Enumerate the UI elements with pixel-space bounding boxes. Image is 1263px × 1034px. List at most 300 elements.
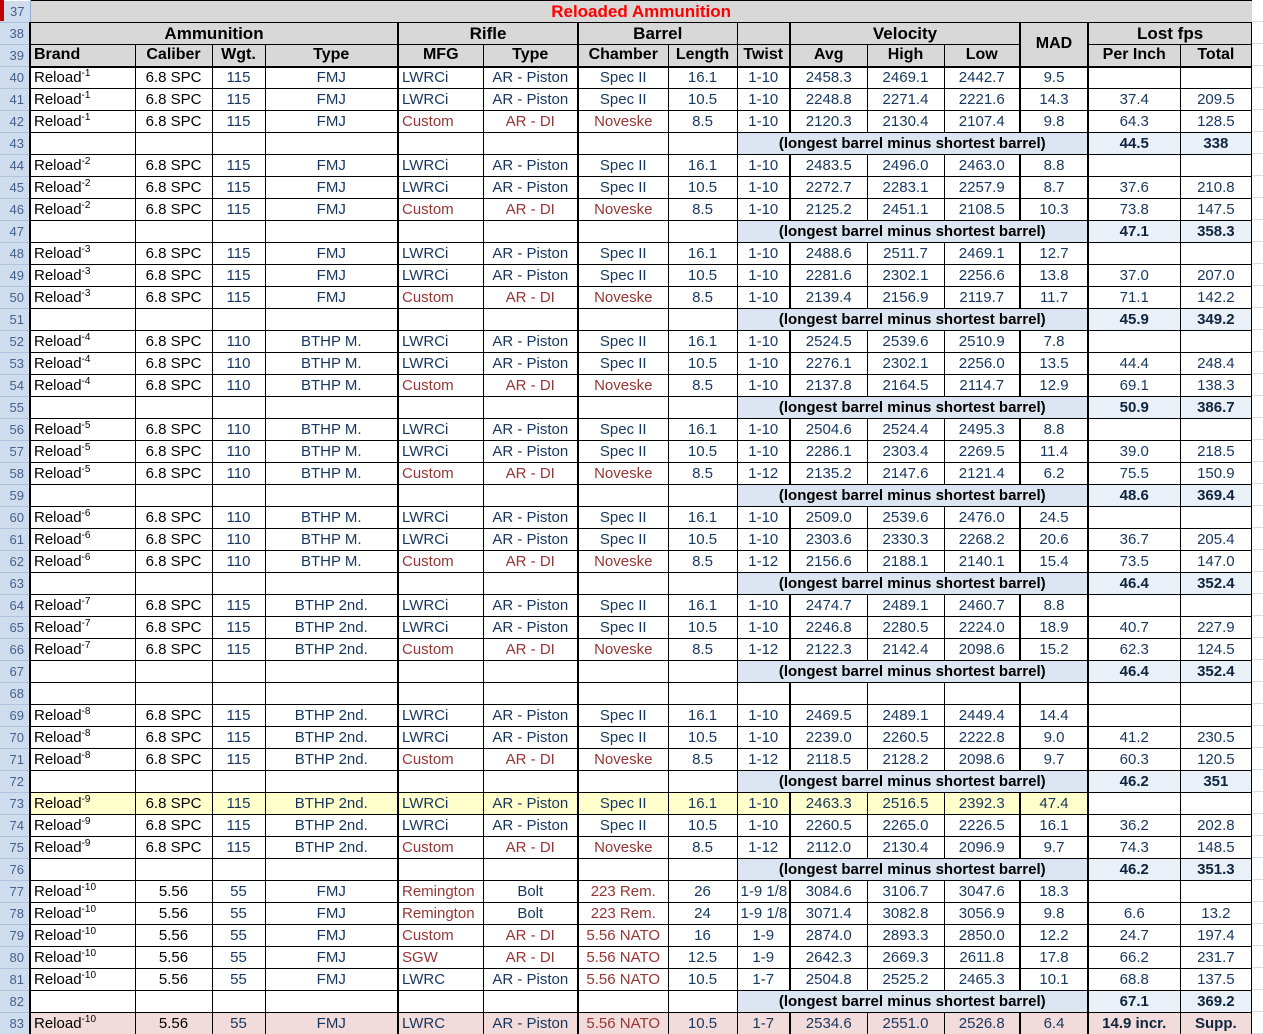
cell-rifle-mfg[interactable]: Remington	[398, 881, 483, 903]
cell-velocity-high[interactable]: 3106.7	[867, 881, 944, 903]
row-number[interactable]: 69	[0, 705, 30, 727]
cell-mad[interactable]: 12.7	[1020, 243, 1088, 265]
summary-lost-per-inch[interactable]: 67.1	[1088, 991, 1180, 1013]
cell-velocity-low[interactable]: 2121.4	[944, 463, 1020, 485]
cell-lost-total[interactable]: 138.3	[1180, 375, 1252, 397]
cell-lost-total[interactable]: 202.8	[1180, 815, 1252, 837]
cell-mad[interactable]: 18.3	[1020, 881, 1088, 903]
cell-chamber[interactable]: Noveske	[578, 837, 668, 859]
cell-ammo-type[interactable]: FMJ	[265, 67, 398, 89]
cell-rifle-mfg[interactable]: Custom	[398, 837, 483, 859]
cell-twist[interactable]: 1-10	[737, 617, 790, 639]
cell-velocity-avg[interactable]: 2504.6	[790, 419, 867, 441]
cell-rifle-type[interactable]: AR - Piston	[483, 441, 578, 463]
row-number[interactable]: 77	[0, 881, 30, 903]
cell-chamber[interactable]: Spec II	[578, 67, 668, 89]
summary-lost-total[interactable]: 349.2	[1180, 309, 1252, 331]
cell-lost-total[interactable]: 147.0	[1180, 551, 1252, 573]
cell-lost-per-inch[interactable]: 36.7	[1088, 529, 1180, 551]
summary-lost-per-inch[interactable]: 47.1	[1088, 221, 1180, 243]
empty-cell[interactable]	[30, 859, 135, 881]
empty-cell[interactable]	[578, 573, 668, 595]
cell-barrel-length[interactable]: 12.5	[668, 947, 737, 969]
cell-velocity-low[interactable]: 2269.5	[944, 441, 1020, 463]
cell-rifle-type[interactable]: AR - Piston	[483, 67, 578, 89]
cell-velocity-avg[interactable]: 2120.3	[790, 111, 867, 133]
cell-velocity-low[interactable]: 2460.7	[944, 595, 1020, 617]
cell-wgt[interactable]: 115	[212, 265, 265, 287]
cell-velocity-high[interactable]: 2551.0	[867, 1013, 944, 1034]
cell-ammo-type[interactable]: BTHP 2nd.	[265, 617, 398, 639]
cell-mad[interactable]: 9.7	[1020, 837, 1088, 859]
cell-lost-total[interactable]	[1180, 331, 1252, 353]
cell-velocity-high[interactable]: 2283.1	[867, 177, 944, 199]
row-number[interactable]: 47	[0, 221, 30, 243]
cell-rifle-mfg[interactable]: Custom	[398, 463, 483, 485]
cell-twist[interactable]: 1-10	[737, 529, 790, 551]
cell-rifle-type[interactable]: AR - DI	[483, 375, 578, 397]
empty-cell[interactable]	[668, 133, 737, 155]
cell-brand[interactable]: Reload$^{-1}$	[30, 67, 135, 89]
empty-cell[interactable]	[668, 991, 737, 1013]
cell-wgt[interactable]: 110	[212, 375, 265, 397]
empty-cell[interactable]	[30, 661, 135, 683]
cell-velocity-high[interactable]: 2302.1	[867, 353, 944, 375]
cell-brand[interactable]: Reload$^{-10}$	[30, 969, 135, 991]
column-header-high[interactable]: High	[867, 45, 944, 67]
empty-cell[interactable]	[483, 485, 578, 507]
cell-rifle-type[interactable]: AR - Piston	[483, 815, 578, 837]
cell-brand[interactable]: Reload$^{-5}$	[30, 419, 135, 441]
cell-ammo-type[interactable]: FMJ	[265, 111, 398, 133]
group-header-mad[interactable]: MAD	[1020, 23, 1088, 67]
column-header-rifle-type[interactable]: Type	[483, 45, 578, 67]
cell-lost-per-inch[interactable]: 66.2	[1088, 947, 1180, 969]
cell-velocity-high[interactable]: 2539.6	[867, 507, 944, 529]
empty-cell[interactable]	[30, 221, 135, 243]
empty-cell[interactable]	[668, 683, 737, 705]
row-number[interactable]: 71	[0, 749, 30, 771]
row-number[interactable]: 82	[0, 991, 30, 1013]
cell-wgt[interactable]: 55	[212, 925, 265, 947]
cell-velocity-high[interactable]: 2539.6	[867, 331, 944, 353]
cell-caliber[interactable]: 6.8 SPC	[135, 419, 212, 441]
row-number[interactable]: 55	[0, 397, 30, 419]
cell-twist[interactable]: 1-10	[737, 595, 790, 617]
cell-velocity-avg[interactable]: 2125.2	[790, 199, 867, 221]
cell-chamber[interactable]: Spec II	[578, 243, 668, 265]
cell-wgt[interactable]: 55	[212, 881, 265, 903]
column-header-avg[interactable]: Avg	[790, 45, 867, 67]
row-number[interactable]: 62	[0, 551, 30, 573]
cell-brand[interactable]: Reload$^{-6}$	[30, 507, 135, 529]
cell-rifle-mfg[interactable]: LWRCi	[398, 353, 483, 375]
cell-mad[interactable]: 16.1	[1020, 815, 1088, 837]
cell-rifle-type[interactable]: AR - DI	[483, 463, 578, 485]
cell-velocity-avg[interactable]: 2272.7	[790, 177, 867, 199]
cell-twist[interactable]: 1-10	[737, 67, 790, 89]
cell-barrel-length[interactable]: 8.5	[668, 199, 737, 221]
cell-velocity-low[interactable]: 2268.2	[944, 529, 1020, 551]
cell-lost-per-inch[interactable]	[1088, 705, 1180, 727]
row-number[interactable]: 38	[0, 23, 30, 45]
cell-barrel-length[interactable]: 8.5	[668, 463, 737, 485]
cell-rifle-mfg[interactable]: Custom	[398, 749, 483, 771]
cell-brand[interactable]: Reload$^{-6}$	[30, 529, 135, 551]
column-header-total[interactable]: Total	[1180, 45, 1252, 67]
column-header-chamber[interactable]: Chamber	[578, 45, 668, 67]
cell-rifle-mfg[interactable]: LWRCi	[398, 265, 483, 287]
cell-velocity-high[interactable]: 2147.6	[867, 463, 944, 485]
empty-cell[interactable]	[578, 309, 668, 331]
cell-barrel-length[interactable]: 10.5	[668, 815, 737, 837]
empty-cell[interactable]	[265, 485, 398, 507]
cell-barrel-length[interactable]: 10.5	[668, 177, 737, 199]
cell-velocity-high[interactable]: 2516.5	[867, 793, 944, 815]
cell-lost-total[interactable]	[1180, 881, 1252, 903]
empty-cell[interactable]	[737, 683, 790, 705]
cell-velocity-avg[interactable]: 2248.8	[790, 89, 867, 111]
cell-wgt[interactable]: 115	[212, 749, 265, 771]
cell-mad[interactable]: 47.4	[1020, 793, 1088, 815]
cell-rifle-mfg[interactable]: LWRC	[398, 1013, 483, 1034]
cell-mad[interactable]: 9.8	[1020, 903, 1088, 925]
cell-lost-per-inch[interactable]: 37.4	[1088, 89, 1180, 111]
cell-wgt[interactable]: 110	[212, 353, 265, 375]
cell-lost-per-inch[interactable]: 36.2	[1088, 815, 1180, 837]
cell-barrel-length[interactable]: 16.1	[668, 331, 737, 353]
cell-ammo-type[interactable]: FMJ	[265, 177, 398, 199]
cell-lost-per-inch[interactable]: 37.6	[1088, 177, 1180, 199]
cell-ammo-type[interactable]: FMJ	[265, 243, 398, 265]
cell-wgt[interactable]: 55	[212, 1013, 265, 1034]
cell-lost-total[interactable]: 147.5	[1180, 199, 1252, 221]
cell-barrel-length[interactable]: 10.5	[668, 1013, 737, 1034]
cell-barrel-length[interactable]: 16.1	[668, 793, 737, 815]
cell-barrel-length[interactable]: 16.1	[668, 705, 737, 727]
cell-chamber[interactable]: Noveske	[578, 551, 668, 573]
empty-cell[interactable]	[135, 661, 212, 683]
cell-rifle-mfg[interactable]: LWRCi	[398, 243, 483, 265]
cell-velocity-high[interactable]: 2156.9	[867, 287, 944, 309]
cell-wgt[interactable]: 55	[212, 969, 265, 991]
cell-lost-total[interactable]: 137.5	[1180, 969, 1252, 991]
cell-caliber[interactable]: 6.8 SPC	[135, 507, 212, 529]
cell-velocity-low[interactable]: 2108.5	[944, 199, 1020, 221]
cell-velocity-high[interactable]: 2330.3	[867, 529, 944, 551]
row-number[interactable]: 37	[0, 1, 30, 23]
cell-caliber[interactable]: 5.56	[135, 947, 212, 969]
empty-cell[interactable]	[483, 221, 578, 243]
cell-lost-per-inch[interactable]: 68.8	[1088, 969, 1180, 991]
cell-brand[interactable]: Reload$^{-9}$	[30, 815, 135, 837]
cell-chamber[interactable]: Spec II	[578, 177, 668, 199]
cell-velocity-avg[interactable]: 2122.3	[790, 639, 867, 661]
cell-lost-total[interactable]	[1180, 595, 1252, 617]
cell-mad[interactable]: 14.4	[1020, 705, 1088, 727]
cell-lost-per-inch[interactable]: 75.5	[1088, 463, 1180, 485]
empty-cell[interactable]	[398, 309, 483, 331]
cell-velocity-avg[interactable]: 2139.4	[790, 287, 867, 309]
cell-brand[interactable]: Reload$^{-8}$	[30, 727, 135, 749]
cell-wgt[interactable]: 115	[212, 595, 265, 617]
cell-velocity-low[interactable]: 2222.8	[944, 727, 1020, 749]
cell-wgt[interactable]: 110	[212, 331, 265, 353]
cell-rifle-type[interactable]: AR - DI	[483, 749, 578, 771]
cell-ammo-type[interactable]: BTHP M.	[265, 463, 398, 485]
cell-lost-per-inch[interactable]: 37.0	[1088, 265, 1180, 287]
cell-mad[interactable]: 8.8	[1020, 419, 1088, 441]
cell-ammo-type[interactable]: FMJ	[265, 1013, 398, 1034]
summary-label[interactable]: (longest barrel minus shortest barrel)	[737, 133, 1088, 155]
row-number[interactable]: 50	[0, 287, 30, 309]
empty-cell[interactable]	[578, 485, 668, 507]
empty-cell[interactable]	[578, 397, 668, 419]
cell-barrel-length[interactable]: 16.1	[668, 155, 737, 177]
row-number[interactable]: 70	[0, 727, 30, 749]
cell-chamber[interactable]: Noveske	[578, 199, 668, 221]
cell-caliber[interactable]: 6.8 SPC	[135, 265, 212, 287]
cell-barrel-length[interactable]: 8.5	[668, 375, 737, 397]
empty-cell[interactable]	[578, 991, 668, 1013]
cell-caliber[interactable]: 5.56	[135, 925, 212, 947]
cell-rifle-type[interactable]: Bolt	[483, 903, 578, 925]
cell-velocity-avg[interactable]: 2156.6	[790, 551, 867, 573]
empty-cell[interactable]	[483, 683, 578, 705]
cell-twist[interactable]: 1-9 1/8	[737, 881, 790, 903]
cell-rifle-type[interactable]: AR - Piston	[483, 727, 578, 749]
cell-twist[interactable]: 1-10	[737, 199, 790, 221]
cell-rifle-mfg[interactable]: Custom	[398, 925, 483, 947]
cell-wgt[interactable]: 115	[212, 617, 265, 639]
empty-cell[interactable]	[212, 991, 265, 1013]
cell-chamber[interactable]: 5.56 NATO	[578, 1013, 668, 1034]
cell-mad[interactable]: 11.4	[1020, 441, 1088, 463]
summary-lost-per-inch[interactable]: 46.4	[1088, 573, 1180, 595]
cell-rifle-type[interactable]: AR - Piston	[483, 595, 578, 617]
empty-cell[interactable]	[135, 991, 212, 1013]
cell-brand[interactable]: Reload$^{-2}$	[30, 199, 135, 221]
empty-cell[interactable]	[265, 573, 398, 595]
cell-lost-per-inch[interactable]: 73.5	[1088, 551, 1180, 573]
cell-chamber[interactable]: Spec II	[578, 529, 668, 551]
cell-wgt[interactable]: 115	[212, 67, 265, 89]
cell-barrel-length[interactable]: 16.1	[668, 243, 737, 265]
cell-wgt[interactable]: 115	[212, 639, 265, 661]
cell-chamber[interactable]: Spec II	[578, 353, 668, 375]
cell-rifle-type[interactable]: AR - Piston	[483, 793, 578, 815]
cell-caliber[interactable]: 6.8 SPC	[135, 727, 212, 749]
cell-twist[interactable]: 1-9	[737, 947, 790, 969]
cell-brand[interactable]: Reload$^{-4}$	[30, 375, 135, 397]
cell-velocity-high[interactable]: 2303.4	[867, 441, 944, 463]
cell-ammo-type[interactable]: BTHP M.	[265, 331, 398, 353]
cell-caliber[interactable]: 6.8 SPC	[135, 705, 212, 727]
cell-caliber[interactable]: 6.8 SPC	[135, 331, 212, 353]
cell-ammo-type[interactable]: FMJ	[265, 925, 398, 947]
cell-mad[interactable]: 10.3	[1020, 199, 1088, 221]
empty-cell[interactable]	[1180, 683, 1252, 705]
cell-lost-total[interactable]: 142.2	[1180, 287, 1252, 309]
column-header-brand[interactable]: Brand	[30, 45, 135, 67]
empty-cell[interactable]	[265, 133, 398, 155]
cell-chamber[interactable]: Spec II	[578, 331, 668, 353]
cell-barrel-length[interactable]: 10.5	[668, 617, 737, 639]
empty-cell[interactable]	[1088, 683, 1180, 705]
cell-rifle-mfg[interactable]: Custom	[398, 111, 483, 133]
cell-wgt[interactable]: 55	[212, 947, 265, 969]
cell-brand[interactable]: Reload$^{-3}$	[30, 265, 135, 287]
cell-lost-per-inch[interactable]: 44.4	[1088, 353, 1180, 375]
cell-velocity-high[interactable]: 2489.1	[867, 705, 944, 727]
empty-cell[interactable]	[398, 661, 483, 683]
cell-velocity-low[interactable]: 2226.5	[944, 815, 1020, 837]
cell-rifle-mfg[interactable]: LWRCi	[398, 507, 483, 529]
empty-cell[interactable]	[212, 573, 265, 595]
cell-wgt[interactable]: 115	[212, 89, 265, 111]
empty-cell[interactable]	[483, 859, 578, 881]
row-number[interactable]: 51	[0, 309, 30, 331]
cell-twist[interactable]: 1-12	[737, 639, 790, 661]
cell-velocity-high[interactable]: 2451.1	[867, 199, 944, 221]
row-number[interactable]: 53	[0, 353, 30, 375]
cell-mad[interactable]: 12.2	[1020, 925, 1088, 947]
cell-caliber[interactable]: 5.56	[135, 881, 212, 903]
row-number[interactable]: 65	[0, 617, 30, 639]
empty-cell[interactable]	[30, 309, 135, 331]
summary-lost-total[interactable]: 352.4	[1180, 573, 1252, 595]
cell-brand[interactable]: Reload$^{-3}$	[30, 243, 135, 265]
cell-caliber[interactable]: 5.56	[135, 969, 212, 991]
empty-cell[interactable]	[265, 221, 398, 243]
cell-rifle-type[interactable]: AR - Piston	[483, 507, 578, 529]
column-header-ammo-type[interactable]: Type	[265, 45, 398, 67]
cell-wgt[interactable]: 110	[212, 419, 265, 441]
cell-chamber[interactable]: Spec II	[578, 419, 668, 441]
group-header-ammunition[interactable]: Ammunition	[30, 23, 398, 45]
cell-barrel-length[interactable]: 10.5	[668, 265, 737, 287]
summary-lost-per-inch[interactable]: 44.5	[1088, 133, 1180, 155]
cell-chamber[interactable]: 223 Rem.	[578, 903, 668, 925]
cell-barrel-length[interactable]: 24	[668, 903, 737, 925]
summary-label[interactable]: (longest barrel minus shortest barrel)	[737, 309, 1088, 331]
cell-rifle-type[interactable]: AR - Piston	[483, 331, 578, 353]
cell-brand[interactable]: Reload$^{-7}$	[30, 617, 135, 639]
cell-barrel-length[interactable]: 8.5	[668, 639, 737, 661]
cell-lost-per-inch[interactable]: 14.9 incr.	[1088, 1013, 1180, 1034]
cell-lost-total[interactable]	[1180, 705, 1252, 727]
cell-caliber[interactable]: 5.56	[135, 903, 212, 925]
cell-velocity-high[interactable]: 2130.4	[867, 111, 944, 133]
row-number[interactable]: 60	[0, 507, 30, 529]
summary-lost-total[interactable]: 351.3	[1180, 859, 1252, 881]
summary-label[interactable]: (longest barrel minus shortest barrel)	[737, 991, 1088, 1013]
empty-cell[interactable]	[135, 397, 212, 419]
empty-cell[interactable]	[668, 397, 737, 419]
cell-lost-total[interactable]: 209.5	[1180, 89, 1252, 111]
cell-rifle-mfg[interactable]: LWRCi	[398, 705, 483, 727]
cell-velocity-high[interactable]: 2188.1	[867, 551, 944, 573]
column-header-low[interactable]: Low	[944, 45, 1020, 67]
cell-velocity-low[interactable]: 2114.7	[944, 375, 1020, 397]
cell-velocity-high[interactable]: 2260.5	[867, 727, 944, 749]
summary-label[interactable]: (longest barrel minus shortest barrel)	[737, 573, 1088, 595]
cell-velocity-low[interactable]: 3056.9	[944, 903, 1020, 925]
column-header-caliber[interactable]: Caliber	[135, 45, 212, 67]
cell-ammo-type[interactable]: FMJ	[265, 155, 398, 177]
column-header-wgt[interactable]: Wgt.	[212, 45, 265, 67]
cell-ammo-type[interactable]: BTHP M.	[265, 529, 398, 551]
cell-barrel-length[interactable]: 16.1	[668, 67, 737, 89]
cell-lost-total[interactable]: 227.9	[1180, 617, 1252, 639]
cell-chamber[interactable]: Spec II	[578, 617, 668, 639]
cell-lost-per-inch[interactable]: 40.7	[1088, 617, 1180, 639]
cell-velocity-avg[interactable]: 2260.5	[790, 815, 867, 837]
cell-caliber[interactable]: 6.8 SPC	[135, 89, 212, 111]
cell-velocity-high[interactable]: 2302.1	[867, 265, 944, 287]
cell-wgt[interactable]: 110	[212, 507, 265, 529]
cell-lost-per-inch[interactable]: 6.6	[1088, 903, 1180, 925]
cell-velocity-high[interactable]: 2128.2	[867, 749, 944, 771]
cell-velocity-low[interactable]: 3047.6	[944, 881, 1020, 903]
empty-cell[interactable]	[135, 221, 212, 243]
empty-cell[interactable]	[30, 133, 135, 155]
cell-lost-total[interactable]: 207.0	[1180, 265, 1252, 287]
cell-lost-per-inch[interactable]: 69.1	[1088, 375, 1180, 397]
cell-mad[interactable]: 7.8	[1020, 331, 1088, 353]
cell-twist[interactable]: 1-10	[737, 243, 790, 265]
row-number[interactable]: 79	[0, 925, 30, 947]
cell-twist[interactable]: 1-10	[737, 331, 790, 353]
cell-rifle-type[interactable]: AR - Piston	[483, 265, 578, 287]
cell-twist[interactable]: 1-10	[737, 727, 790, 749]
cell-rifle-type[interactable]: AR - DI	[483, 925, 578, 947]
cell-lost-per-inch[interactable]: 60.3	[1088, 749, 1180, 771]
empty-cell[interactable]	[483, 661, 578, 683]
cell-brand[interactable]: Reload$^{-3}$	[30, 287, 135, 309]
cell-rifle-type[interactable]: Bolt	[483, 881, 578, 903]
cell-velocity-low[interactable]: 2257.9	[944, 177, 1020, 199]
row-number[interactable]: 64	[0, 595, 30, 617]
cell-chamber[interactable]: Spec II	[578, 793, 668, 815]
cell-mad[interactable]: 18.9	[1020, 617, 1088, 639]
empty-cell[interactable]	[398, 771, 483, 793]
cell-barrel-length[interactable]: 8.5	[668, 837, 737, 859]
row-number[interactable]: 83	[0, 1013, 30, 1034]
cell-wgt[interactable]: 115	[212, 705, 265, 727]
cell-lost-per-inch[interactable]: 39.0	[1088, 441, 1180, 463]
cell-mad[interactable]: 9.5	[1020, 67, 1088, 89]
row-number[interactable]: 52	[0, 331, 30, 353]
cell-ammo-type[interactable]: BTHP 2nd.	[265, 749, 398, 771]
cell-lost-per-inch[interactable]: 73.8	[1088, 199, 1180, 221]
empty-cell[interactable]	[668, 771, 737, 793]
cell-lost-total[interactable]	[1180, 67, 1252, 89]
cell-rifle-type[interactable]: AR - DI	[483, 199, 578, 221]
cell-brand[interactable]: Reload$^{-2}$	[30, 155, 135, 177]
cell-velocity-avg[interactable]: 2488.6	[790, 243, 867, 265]
cell-velocity-avg[interactable]: 3084.6	[790, 881, 867, 903]
cell-velocity-avg[interactable]: 2286.1	[790, 441, 867, 463]
cell-ammo-type[interactable]: BTHP M.	[265, 353, 398, 375]
cell-brand[interactable]: Reload$^{-10}$	[30, 881, 135, 903]
empty-cell[interactable]	[212, 397, 265, 419]
cell-velocity-low[interactable]: 2256.0	[944, 353, 1020, 375]
empty-cell[interactable]	[212, 221, 265, 243]
empty-cell[interactable]	[30, 397, 135, 419]
cell-lost-total[interactable]	[1180, 243, 1252, 265]
cell-velocity-low[interactable]: 2449.4	[944, 705, 1020, 727]
